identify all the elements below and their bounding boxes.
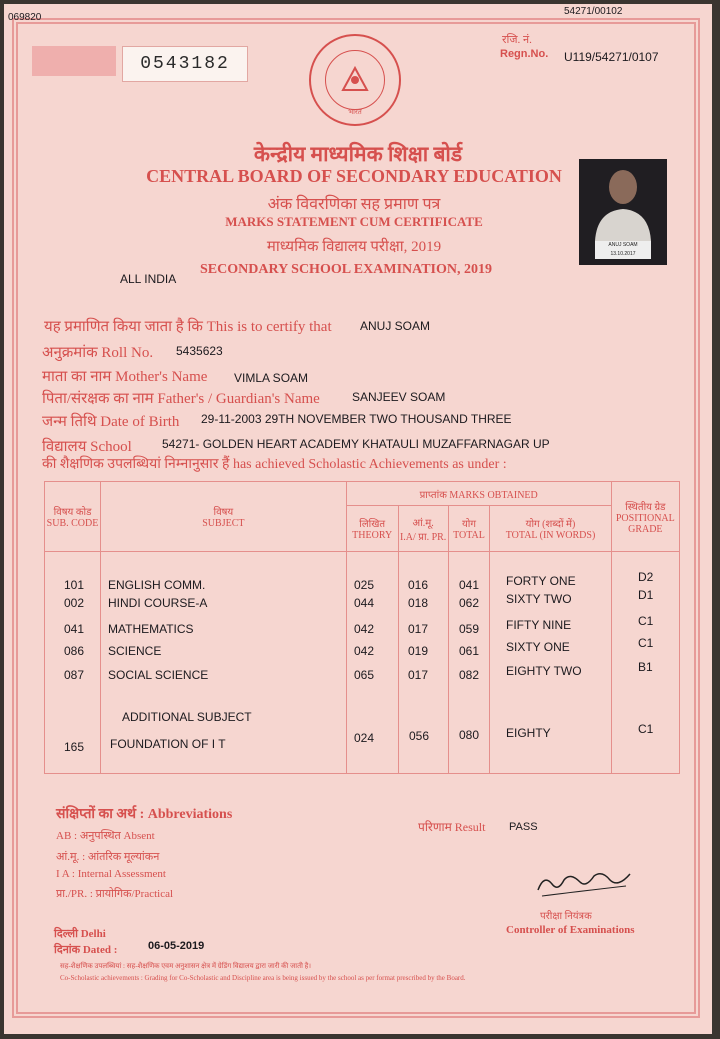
row-code: 101 [64,578,85,592]
marks-certificate [4,4,712,1034]
board-name-hindi: केन्द्रीय माध्यमिक शिक्षा बोर्ड [253,142,463,166]
row-total: 041 [459,578,480,592]
row-words: SIXTY ONE [506,640,570,654]
row-ia: 017 [408,622,429,636]
row-code: 086 [64,644,85,658]
issue-date: 06-05-2019 [148,940,205,952]
student-name: ANUJ SOAM [360,319,431,333]
signature [534,866,634,900]
header-subject-hi: विषय [213,507,234,518]
additional-ia: 056 [409,729,430,743]
additional-subject: FOUNDATION OF I T [110,737,226,751]
cbse-seal-icon [309,34,401,126]
header-subject-en: SUBJECT [202,518,245,529]
dob-label: जन्म तिथि Date of Birth [42,414,180,430]
exam-title-english: SECONDARY SCHOOL EXAMINATION, 2019 [200,262,492,277]
header-code-hi: विषय कोड [53,507,92,518]
dated-label: दिनांक Dated : [54,944,118,956]
certificate-title-hindi: अंक विवरणिका सह प्रमाण पत्र [267,196,441,213]
header-total-hi: योग [461,519,476,530]
footer-note-en: Co-Scholastic achievements : Grading for Co-Scholastic and Discipline area is being issued by the school as per format prescribed by the Board. [60,974,466,982]
mother-label: माता का नाम Mother's Name [42,369,208,385]
row-theory: 044 [354,596,375,610]
row-words: SIXTY TWO [506,592,572,606]
mother-name: VIMLA SOAM [234,371,309,385]
additional-words: EIGHTY [506,726,551,740]
seal-text: भारत [348,108,362,116]
row-total: 061 [459,644,480,658]
roll-label: अनुक्रमांक Roll No. [42,345,154,361]
row-theory: 025 [354,578,375,592]
controller-label-en: Controller of Examinations [506,924,635,936]
header-grade-hi: स्थितीय ग्रेड [625,501,666,513]
regn-label-en: Regn.No. [500,48,549,60]
header-ia-hi: आं.मू. [412,517,434,529]
row-grade: D1 [638,588,654,602]
additional-subject-heading: ADDITIONAL SUBJECT [122,710,252,724]
row-subject: HINDI COURSE-A [108,596,208,610]
header-ia-en: I.A/ प्रा. PR. [399,531,447,543]
row-theory: 042 [354,622,375,636]
row-code: 041 [64,622,85,636]
school-name: 54271- GOLDEN HEART ACADEMY KHATAULI MUZAFFARNAGAR UP [162,437,550,451]
row-grade: D2 [638,570,654,584]
date-of-birth: 29-11-2003 29TH NOVEMBER TWO THOUSAND THREE [201,412,512,426]
certificate-title-english: MARKS STATEMENT CUM CERTIFICATE [225,214,483,229]
row-code: 087 [64,668,85,682]
achievement-line: की शैक्षणिक उपलब्धियां निम्नानुसार हैं has achieved Scholastic Achievements as under : [42,457,507,472]
row-subject: SCIENCE [108,644,162,658]
row-grade: B1 [638,660,653,674]
controller-label-hi: परीक्षा नियंत्रक [540,911,592,922]
footer-note-hi: सह-शैक्षणिक उपलब्धियां : सह-शैक्षणिक एवम अनुशासन क्षेत्र में ग्रेडिंग विद्यालय द्वारा जारी की जाती है। [60,962,311,970]
row-ia: 019 [408,644,429,658]
abbrev-practical: प्रा./PR. : प्रायोगिक/Practical [56,888,174,900]
abbreviations-title: संक्षिप्तों का अर्थ : Abbreviations [56,807,233,822]
row-words: FORTY ONE [506,574,576,588]
row-words: FIFTY NINE [506,618,572,632]
row-words: EIGHTY TWO [506,664,582,678]
board-name-english: CENTRAL BOARD OF SECONDARY EDUCATION [146,166,562,186]
result-value: PASS [509,821,538,833]
region: ALL INDIA [120,272,177,286]
top-right-number: 54271/00102 [564,6,623,17]
father-label: पिता/संरक्षक का नाम Father's / Guardian's Name [42,391,320,407]
additional-grade: C1 [638,722,654,736]
additional-code: 165 [64,740,85,754]
row-ia: 016 [408,578,429,592]
roll-number: 5435623 [176,344,223,358]
row-grade: C1 [638,614,654,628]
row-ia: 017 [408,668,429,682]
photo-label-date: 13.10.2017 [610,251,636,257]
header-code-en: SUB. CODE [46,518,99,529]
header-total-en: TOTAL [453,530,485,541]
row-total: 059 [459,622,480,636]
header-marks-obtained: प्राप्तांक MARKS OBTAINED [346,482,611,506]
result-label: परिणाम Result [418,820,486,834]
row-total: 062 [459,596,480,610]
header-theory-en: THEORY [352,530,393,541]
regn-number: U119/54271/0107 [564,50,659,64]
row-subject: MATHEMATICS [108,622,194,636]
red-stamp [32,46,116,76]
row-theory: 065 [354,668,375,682]
top-left-number: 069820 [8,12,42,23]
row-code: 002 [64,596,85,610]
header-words-hi: योग (शब्दों में) [525,519,576,530]
header-theory-hi: लिखित [359,519,386,530]
certify-label: यह प्रमाणित किया जाता है कि This is to certify that [44,319,332,335]
abbrev-internal-en: I A : Internal Assessment [56,868,166,880]
row-grade: C1 [638,636,654,650]
row-subject: ENGLISH COMM. [108,578,206,592]
serial-number: 0543182 [122,46,248,82]
additional-total: 080 [459,728,480,742]
row-subject: SOCIAL SCIENCE [108,668,209,682]
header-words-en: TOTAL (IN WORDS) [505,530,596,541]
father-name: SANJEEV SOAM [352,390,446,404]
abbrev-internal-hi: आं.मू. : आंतरिक मूल्यांकन [56,851,160,863]
exam-title-hindi: माध्यमिक विद्यालय परीक्षा, 2019 [266,239,442,255]
student-photo [579,159,667,265]
row-ia: 018 [408,596,429,610]
school-label: विद्यालय School [42,439,132,455]
row-theory: 042 [354,644,375,658]
row-total: 082 [459,668,480,682]
photo-label-name: ANUJ SOAM [608,242,638,248]
header-grade-en: POSITIONAL GRADE [615,512,675,535]
regn-label-hi: रजि. नं. [502,34,532,46]
place: दिल्ली Delhi [54,928,106,940]
abbrev-absent: AB : अनुपस्थित Absent [56,830,155,842]
additional-theory: 024 [354,731,375,745]
